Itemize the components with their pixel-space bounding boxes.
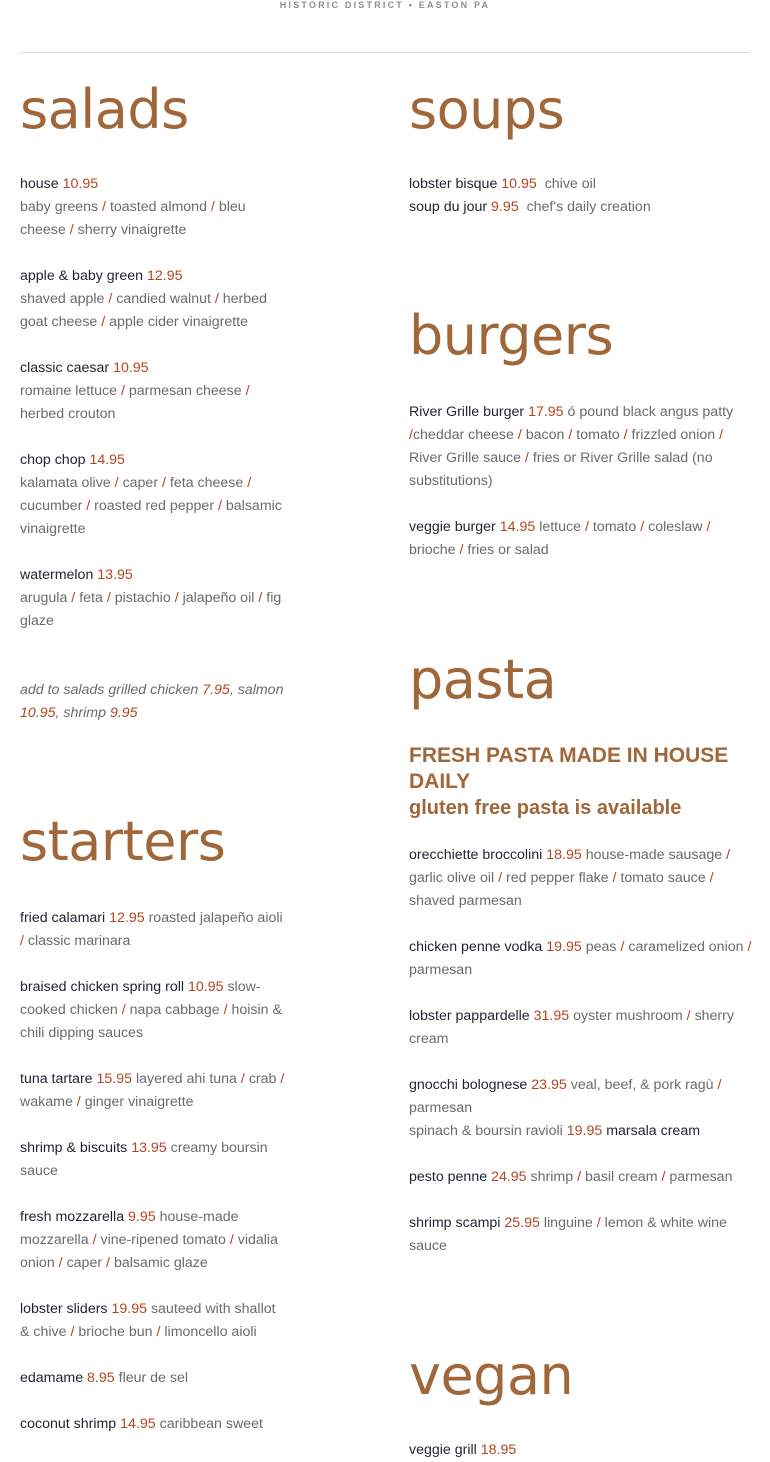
item-ingredient: tomato [576,427,620,443]
item-ingredient: sherry vinaigrette [77,222,187,238]
item-ingredient: ó pound black angus patty [567,404,734,420]
item-ingredient: River Grille sauce [409,450,521,466]
starters-title: starters [20,810,226,873]
item-ingredient: basil cream [584,1169,658,1185]
location-tagline: HISTORIC DISTRICT • EASTON PA [279,0,491,10]
item-ingredient: bleu cheese [20,199,246,238]
soup-item [409,196,754,219]
item-ingredient: arugula [20,590,68,606]
item-name: coconut shrimp [20,1416,117,1432]
pasta-item: lobster pappardelle 31.95 oyster mushroom / sherry cream [409,1008,734,1047]
item-name: gnocchi bolognese [409,1077,528,1093]
item-name: braised chicken spring roll [20,979,185,995]
item-ingredient: creamy boursin sauce [20,1140,268,1179]
item-name: house [20,176,59,192]
item-ingredient: herbed goat cheese [20,291,267,330]
item-ingredient: candied walnut [116,291,211,307]
item-name: apple & baby green [20,268,144,284]
item-price: 15.95 [96,1071,133,1087]
item-ingredient: parmesan cheese [128,383,242,399]
vegan-list [409,1439,754,1462]
item-ingredient: shaved parmesan [409,893,522,909]
item-ingredient: layered ahi tuna [135,1071,237,1087]
starter-item: braised chicken spring roll 10.95 slow-cooked chicken / napa cabbage / hoisin & chili dipping sauces [20,979,282,1041]
soups-title: soups [409,78,565,141]
soups-list [409,173,754,219]
item-ingredient: baby greens [20,199,99,215]
item-name: fried calamari [20,910,106,926]
pasta-item: pesto penne 24.95 shrimp / basil cream / parmesan [409,1169,733,1185]
item-price: 14.95 [89,452,125,468]
item-ingredient: sauteed with shallot & chive [20,1301,276,1340]
item-price: 12.95 [147,268,183,284]
item-name: chop chop [20,452,86,468]
item-ingredient: oyster mushroom [573,1008,683,1024]
item-ingredient: cucumber [20,498,83,514]
item-price: 10.95 [501,176,537,192]
item-ingredient: herbed crouton [20,406,116,422]
item-ingredient: garlic olive oil [409,870,495,886]
soup-item [409,173,754,196]
starter-item: tuna tartare 15.95 layered ahi tuna / crab / wakame / ginger vinaigrette [20,1071,285,1110]
item-ingredient: parmesan [409,962,473,978]
item-description: chive oil [544,176,596,192]
item-ingredient: parmesan [669,1169,733,1185]
starter-item [20,1413,288,1436]
starter-item: fried calamari 12.95 roasted jalapeño aioli / classic marinara [20,910,283,949]
item-name: lobster bisque [409,176,498,192]
item-ingredient: tomato sauce [620,870,706,886]
item-ingredient: fig glaze [20,590,282,629]
left-column [20,0,295,1449]
pasta-title: pasta [409,648,557,711]
salads-title: salads [20,78,189,141]
item-ingredient: caribbean sweet [159,1416,263,1432]
vegan-title: vegan [409,1344,574,1407]
item-ingredient: sherry cream [409,1008,734,1047]
item-ingredient: napa cabbage [129,1002,220,1018]
item-ingredient: cheddar cheese [412,427,514,443]
pasta-item: chicken penne vodka 19.95 peas / caramelized onion / parmesan [409,939,752,978]
item-name: lobster sliders [20,1301,108,1317]
item-ingredient: fleur de sel [118,1370,189,1386]
item-ingredient: hoisin & chili dipping sauces [20,1002,282,1041]
starter-item: fresh mozzarella 9.95 house-made mozzarella / vine-ripened tomato / vidalia onion / caper / balsamic glaze [20,1209,278,1271]
item-ingredient: jalapeño oil [182,590,255,606]
item-name: soup du jour [409,199,488,215]
item-ingredient: shaved apple [20,291,105,307]
salad-addon-note: add to salads grilled chicken 7.95, salmon 10.95, shrimp 9.95 [20,682,284,721]
item-name: veggie burger [409,519,496,535]
pasta-item [409,1120,754,1143]
item-price: 14.95 [499,519,536,535]
item-ingredient: lemon & white wine sauce [409,1215,727,1254]
addon-price: 7.95 [202,682,230,698]
item-ingredient: tomato [592,519,637,535]
item-ingredient: frizzled onion [631,427,716,443]
item-ingredient: crab [248,1071,277,1087]
item-price: 8.95 [87,1370,115,1386]
pasta-item: shrimp scampi 25.95 linguine / lemon & white wine sauce [409,1215,727,1254]
vegan-item [409,1439,754,1462]
item-price: 19.95 [546,939,582,955]
item-price: 31.95 [533,1008,570,1024]
item-name: classic caesar [20,360,110,376]
item-ingredient: shrimp [530,1169,574,1185]
item-ingredient: bacon [525,427,565,443]
item-ingredient: roasted red pepper [94,498,215,514]
burgers-list [409,401,754,585]
item-ingredient: ginger vinaigrette [84,1094,194,1110]
item-price: 24.95 [491,1169,527,1185]
item-description: chef's daily creation [526,199,651,215]
item-ingredient: fries or River Grille salad (no substitutions) [409,450,713,489]
item-ingredient: coleslaw [648,519,703,535]
item-name: shrimp scampi [409,1215,501,1231]
item-price: 18.95 [480,1442,517,1458]
item-price: 9.95 [128,1209,156,1225]
item-ingredient: house-made mozzarella [20,1209,239,1248]
item-price: 25.95 [504,1215,540,1231]
item-name: tuna tartare [20,1071,93,1087]
item-price: 10.95 [62,176,99,192]
addon-text: add to salads grilled chicken [20,682,199,698]
item-ingredient: balsamic vinaigrette [20,498,282,537]
item-ingredient: caper [66,1255,103,1271]
item-price: 10.95 [113,360,149,376]
starter-item [20,1367,288,1390]
item-ingredient: red pepper flake [506,870,609,886]
salad-item: house 10.95 baby greens / toasted almond / bleu cheese / sherry vinaigrette [20,176,246,238]
item-ingredient: slow-cooked chicken [20,979,261,1018]
item-name: fresh mozzarella [20,1209,125,1225]
item-name: veggie grill [409,1442,477,1458]
item-ingredient: kalamata olive [20,475,111,491]
item-price: 10.95 [187,979,224,995]
item-price: 12.95 [109,910,145,926]
item-name: edamame [20,1370,84,1386]
salad-item: apple & baby green 12.95 shaved apple / candied walnut / herbed goat cheese / apple cider vinaigrette [20,268,267,330]
item-ingredient: fries or salad [467,542,549,558]
item-price: 19.95 [111,1301,147,1317]
item-price: 14.95 [120,1416,156,1432]
item-price: 19.95 [566,1123,603,1139]
item-ingredient: parmesan [409,1100,473,1116]
addon-price: 9.95 [109,705,138,721]
item-name: watermelon [20,567,94,583]
item-name: spinach & boursin ravioli [409,1123,563,1139]
item-ingredient: wakame [20,1094,73,1110]
item-price: 17.95 [528,404,564,420]
item-ingredient: balsamic glaze [113,1255,208,1271]
item-ingredient: lettuce [539,519,581,535]
pasta-banner-line2: gluten free pasta is available [409,797,682,819]
item-name: shrimp & biscuits [20,1140,128,1156]
item-name: orecchiette broccolini [409,847,543,863]
addon-text: shrimp [63,705,106,721]
item-price: 13.95 [131,1140,167,1156]
item-price: 18.95 [546,847,582,863]
item-description: marsala cream [606,1123,701,1139]
pasta-list [409,844,754,1281]
burger-item: River Grille burger 17.95 ó pound black angus patty /cheddar cheese / bacon / tomato / frizzled onion / River Grille sauce / fries or River Grille salad (no substitutions) [409,404,734,489]
pasta-item: orecchiette broccolini 18.95 house-made sausage / garlic olive oil / red pepper flake / tomato sauce / shaved parmesan [409,847,731,909]
addon-text: salmon [237,682,284,698]
item-name: River Grille burger [409,404,525,420]
item-ingredient: caramelized onion [628,939,744,955]
salad-item: classic caesar 10.95 romaine lettuce / parmesan cheese / herbed crouton [20,360,250,422]
item-ingredient: roasted jalapeño aioli [148,910,283,926]
addon-price: 10.95 [20,705,56,721]
item-name: lobster pappardelle [409,1008,530,1024]
item-ingredient: feta cheese [169,475,244,491]
salad-item: watermelon 13.95 arugula / feta / pistachio / jalapeño oil / fig glaze [20,567,282,629]
starter-item [20,1137,288,1183]
item-ingredient: brioche [409,542,456,558]
item-ingredient: house-made sausage [585,847,723,863]
item-ingredient: classic marinara [27,933,131,949]
right-column [409,0,754,1458]
item-ingredient: toasted almond [109,199,207,215]
pasta-banner-line1: FRESH PASTA MADE IN HOUSE DAILY [409,744,729,793]
item-name: chicken penne vodka [409,939,543,955]
starters-list [20,907,288,1459]
item-ingredient: apple cider vinaigrette [109,314,248,330]
item-ingredient: vidalia onion [20,1232,278,1271]
item-ingredient: romaine lettuce [20,383,117,399]
pasta-banner [409,743,754,821]
item-price: 23.95 [531,1077,567,1093]
item-ingredient: vine-ripened tomato [100,1232,226,1248]
item-ingredient: feta [79,590,103,606]
item-name: pesto penne [409,1169,488,1185]
item-ingredient: veal, beef, & pork ragù [570,1077,714,1093]
item-ingredient: brioche bun [78,1324,153,1340]
item-ingredient: caper [122,475,159,491]
item-ingredient: limoncello aioli [164,1324,257,1340]
salads-list [20,173,295,656]
burger-item: veggie burger 14.95 lettuce / tomato / coleslaw / brioche / fries or salad [409,519,711,558]
item-price: 13.95 [97,567,133,583]
item-ingredient: pistachio [114,590,171,606]
burgers-title: burgers [409,304,614,367]
item-price: 9.95 [491,199,519,215]
item-ingredient: linguine [543,1215,593,1231]
salad-item: chop chop 14.95 kalamata olive / caper / feta cheese / cucumber / roasted red pepper / balsamic vinaigrette [20,452,282,537]
starter-item: lobster sliders 19.95 sauteed with shallot & chive / brioche bun / limoncello aioli [20,1301,276,1340]
pasta-item: gnocchi bolognese 23.95 veal, beef, & pork ragù / parmesan [409,1077,722,1116]
item-ingredient: peas [585,939,617,955]
